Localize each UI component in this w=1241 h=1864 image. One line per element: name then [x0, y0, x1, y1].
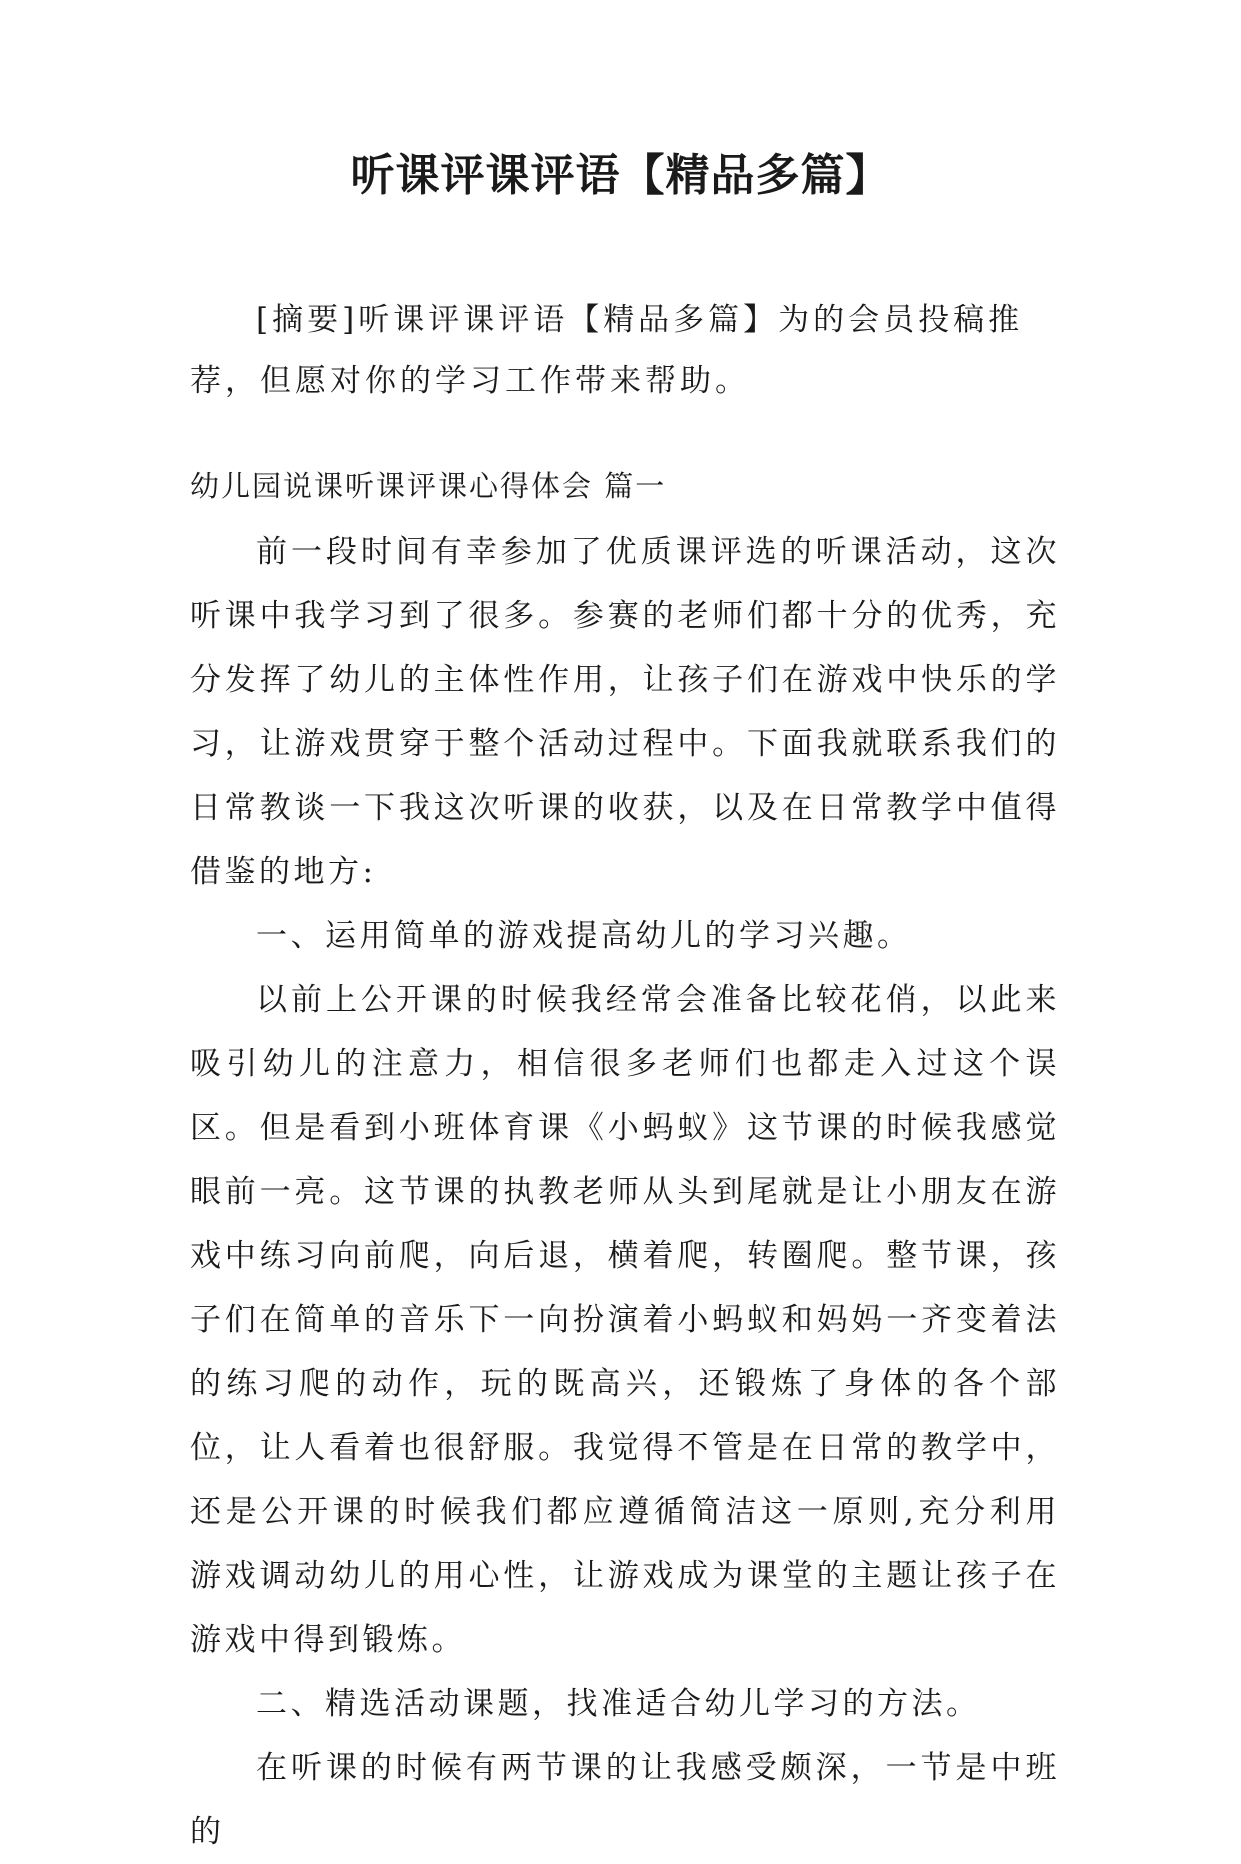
body-text	[190, 520, 1060, 1864]
body-paragraph: 在听课的时候有两节课的让我感受颇深，一节是中班的	[190, 1750, 1060, 1850]
document-title: 听课评课评语【精品多篇】	[350, 150, 891, 201]
body-paragraph: 一、运用简单的游戏提高幼儿的学习兴趣。	[256, 918, 912, 954]
body-paragraph: 前一段时间有幸参加了优质课评选的听课活动，这次听课中我学习到了很多。参赛的老师们都十分的优秀，充分发挥了幼儿的主体性作用，让孩子们在游戏中快乐的学习，让游戏贯穿于整个活动过程中。下面我就联系我们的日常教谈一下我这次听课的收获，以及在日常教学中值得借鉴的地方:	[190, 534, 1060, 890]
section-heading: 幼儿园说课听课评课心得体会 篇一	[190, 469, 667, 503]
abstract-paragraph: [摘要]听课评课评语【精品多篇】为的会员投稿推荐，但愿对你的学习工作带来帮助。	[190, 302, 1024, 399]
body-paragraph: 以前上公开课的时候我经常会准备比较花俏，以此来吸引幼儿的注意力，相信很多老师们也都走入过这个误区。但是看到小班体育课《小蚂蚁》这节课的时候我感觉眼前一亮。这节课的执教老师从头到尾就是让小朋友在游戏中练习向前爬，向后退，横着爬，转圈爬。整节课，孩子们在简单的音乐下一向扮演着小蚂蚁和妈妈一齐变着法的练习爬的动作，玩的既高兴，还锻炼了身体的各个部位，让人看着也很舒服。我觉得不管是在日常的教学中，还是公开课的时候我们都应遵循简洁这一原则,充分利用游戏调动幼儿的用心性，让游戏成为课堂的主题让孩子在游戏中得到锻炼。	[190, 982, 1060, 1658]
body-paragraph: 二、精选活动课题，找准适合幼儿学习的方法。	[256, 1686, 981, 1722]
